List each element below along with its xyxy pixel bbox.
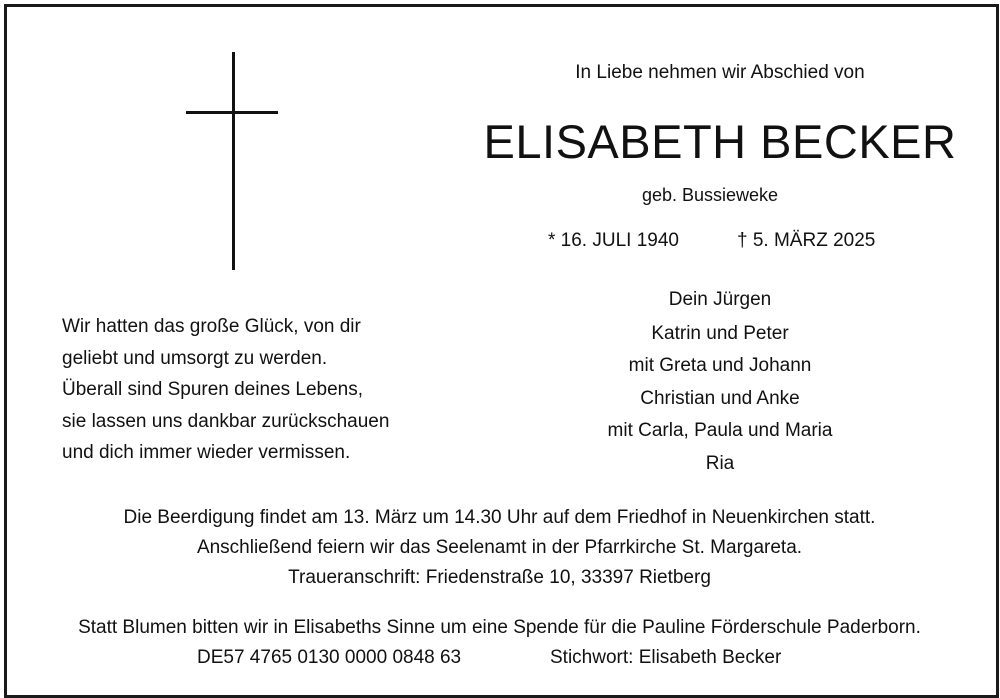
intro-line: In Liebe nehmen wir Abschied von — [575, 62, 865, 83]
poem-line: Überall sind Spuren deines Lebens, — [62, 379, 364, 400]
cross-vertical-bar — [232, 52, 235, 270]
poem-line: Wir hatten das große Glück, von dir — [62, 316, 361, 337]
family-member: mit Greta und Johann — [628, 355, 812, 376]
family-member: Ria — [705, 453, 735, 474]
death-date: † 5. MÄRZ 2025 — [737, 230, 876, 251]
poem — [62, 311, 389, 469]
family-member: mit Carla, Paula und Maria — [607, 420, 833, 441]
poem-line: sie lassen uns dankbar zurückschauen — [62, 410, 390, 432]
funeral-info: Anschließend feiern wir das Seelenamt in der Pfarrkirche St. Margareta. — [196, 537, 803, 558]
iban: DE57 4765 0130 0000 0848 63 — [197, 647, 462, 668]
birth-date: * 16. JULI 1940 — [548, 230, 679, 251]
family-member: Christian und Anke — [640, 388, 800, 409]
funeral-info: Die Beerdigung findet am 13. März um 14.30 Uhr auf dem Friedhof in Neuenkirchen statt. — [123, 507, 876, 528]
donation-keyword: Stichwort: Elisabeth Becker — [550, 647, 782, 668]
family-member: Dein Jürgen — [668, 289, 772, 310]
mourning-address: Traueranschrift: Friedenstraße 10, 33397 Rietberg — [288, 567, 711, 588]
poem-line: und dich immer wieder vermissen. — [62, 442, 351, 463]
family-member: Katrin und Peter — [651, 323, 789, 344]
deceased-name: ELISABETH BECKER — [483, 115, 957, 168]
poem-line: geliebt und umsorgt zu werden. — [62, 347, 328, 369]
donation-request: Statt Blumen bitten wir in Elisabeths Sinne um eine Spende für die Pauline Förderschule Paderborn. — [78, 617, 921, 638]
cross-horizontal-bar — [186, 111, 278, 114]
birth-name: geb. Bussieweke — [641, 185, 779, 205]
